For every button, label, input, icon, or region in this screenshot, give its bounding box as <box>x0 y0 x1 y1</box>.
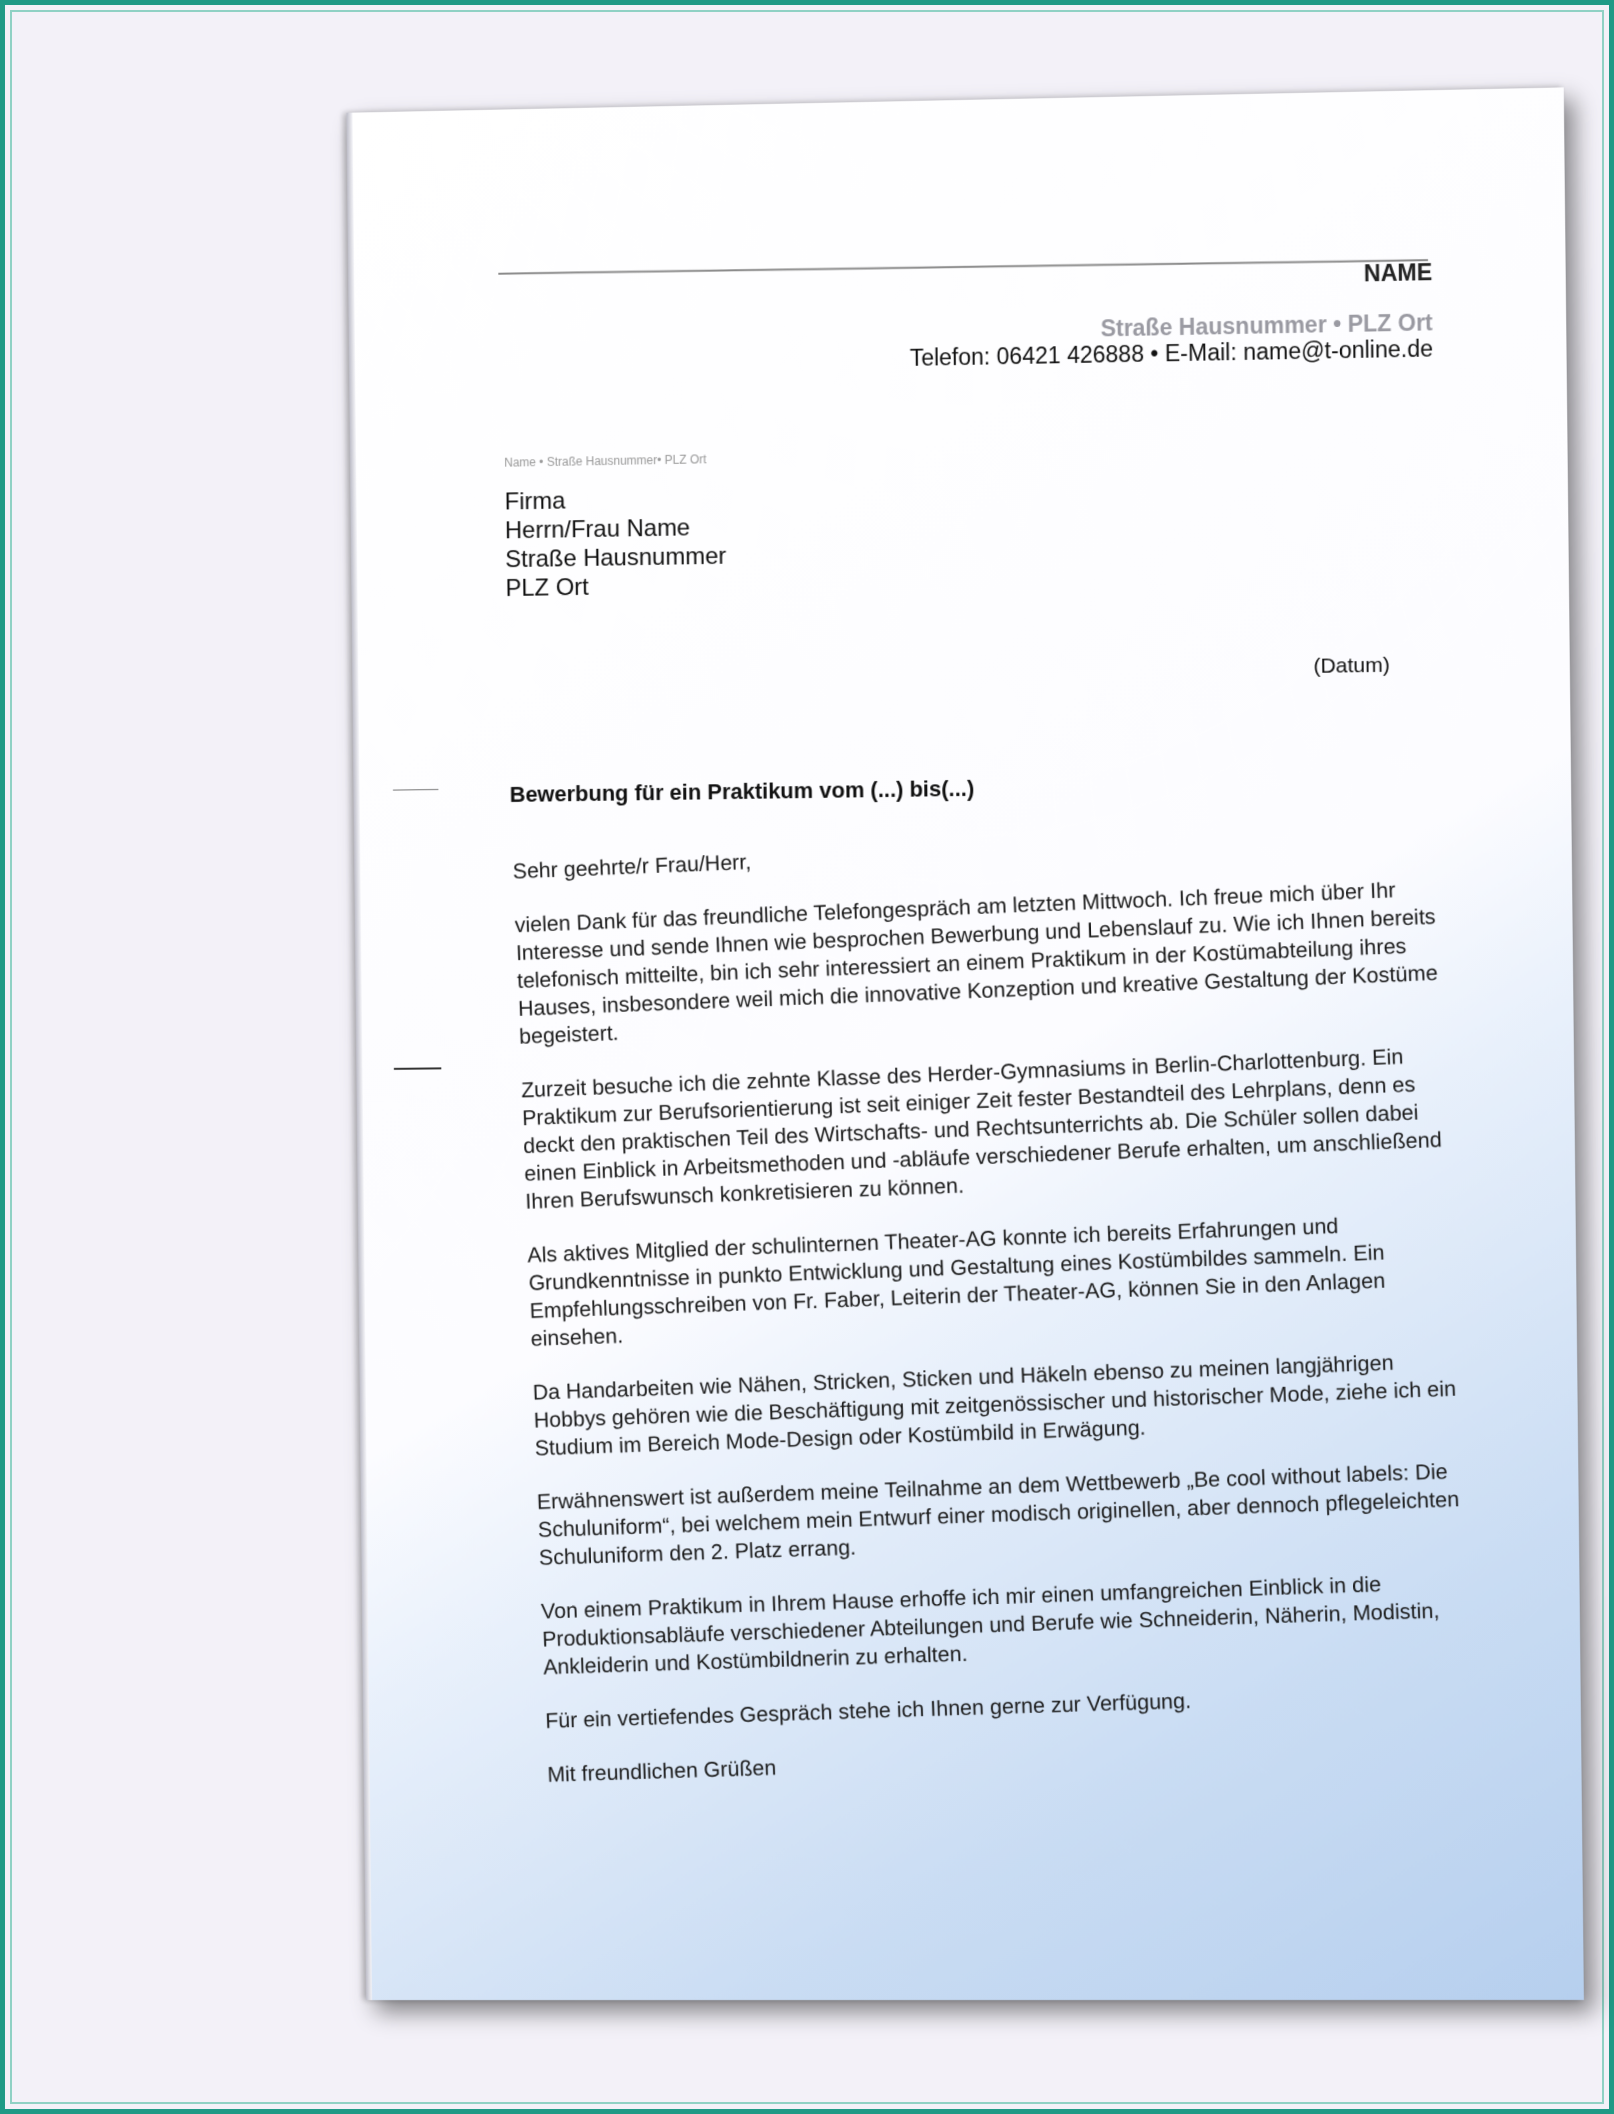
fold-mark-middle <box>394 1067 441 1069</box>
return-address-line: Name • Straße Hausnummer• PLZ Ort <box>504 452 707 470</box>
letter-body <box>512 820 1479 1815</box>
recipient-company: Firma <box>504 487 566 516</box>
sender-contact: Telefon: 06421 426888 • E-Mail: name@t-online.de <box>909 335 1434 371</box>
salutation: Sehr geehrte/r Frau/Herr, <box>512 849 752 884</box>
recipient-city: PLZ Ort <box>505 573 589 603</box>
recipient-person: Herrn/Frau Name <box>504 514 691 545</box>
paragraph: Von einem Praktikum in Ihrem Hause erhoffe ich mir einen umfangreichen Einblick in die Produktionsabläufe verschiedener Abteilungen und Berufe wie Schneiderin, Näherin, Modistin, Ankleiderin und Kostümbildnerin zu erhalten. <box>540 1572 1440 1680</box>
sender-address: Straße Hausnummer • PLZ Ort <box>1100 309 1433 342</box>
letter-date: (Datum) <box>1313 653 1390 678</box>
paragraph: Zurzeit besuche ich die zehnte Klasse des Herder-Gymnasiums in Berlin-Charlottenburg. Ein Praktikum zur Berufsorientierung ist seit einiger Zeit fester Bestandteil des Lehrplans, denn es deckt den praktischen Teil des Wirtschafts- und Rechtsunterrichts ab. Die Schüler sollen dabei einen Einblick in Arbeitsmethoden und -abläufe verschiedener Berufe erhalten, um anschließend Ihren Berufswunsch konkretisieren zu können. <box>520 1044 1443 1214</box>
header-rule <box>498 259 1428 275</box>
paragraph: Für ein vertiefendes Gespräch stehe ich Ihnen gerne zur Verfügung. <box>544 1688 1192 1733</box>
letter-page <box>346 87 1583 2000</box>
paragraph: vielen Dank für das freundliche Telefongespräch am letzten Mittwoch. Ich freue mich über Ihr Interesse und sende Ihnen wie besprochen Bewerbung und Lebenslauf zu. Wie ich Ihnen bereits telefonisch mitteilte, bin ich sehr interessiert an einem Praktikum in der Kostümabteilung ihres Hauses, insbesondere weil mich die innovative Konzeption und kreative Gestaltung der Kostüme begeistert. <box>514 878 1439 1049</box>
paragraph: Als aktives Mitglied der schulinternen Theater-AG konnte ich bereits Erfahrungen und Grundkenntnisse in punkto Entwicklung und Gestaltung eines Kostümbildes sammeln. Ein Empfehlungsschreiben von Fr. Faber, Leiterin der Theater-AG, können Sie in den Anlagen einsehen. <box>527 1213 1386 1351</box>
fold-mark-top <box>393 789 438 791</box>
recipient-street: Straße Hausnummer <box>505 542 727 574</box>
paragraph: Da Handarbeiten wie Nähen, Stricken, Sticken und Häkeln ebenso zu meinen langjährigen Hobbys gehören wie die Beschäftigung mit zeitgenössischer und historischer Mode, ziehe ich ein Studium im Bereich Mode-Design oder Kostümbild in Erwägung. <box>532 1350 1457 1461</box>
letter-subject: Bewerbung für ein Praktikum vom (...) bis(...) <box>509 775 975 807</box>
recipient-block <box>504 484 726 603</box>
paragraph: Erwähnenswert ist außerdem meine Teilnahme an dem Wettbewerb „Be cool without labels: Die Schuluniform“, bei welchem mein Entwurf einer modisch originellen, aber dennoch pflegeleichten Schuluniform den 2. Platz errang. <box>536 1459 1460 1570</box>
sender-name: NAME <box>1363 259 1433 287</box>
closing: Mit freundlichen Grüßen <box>546 1755 777 1787</box>
